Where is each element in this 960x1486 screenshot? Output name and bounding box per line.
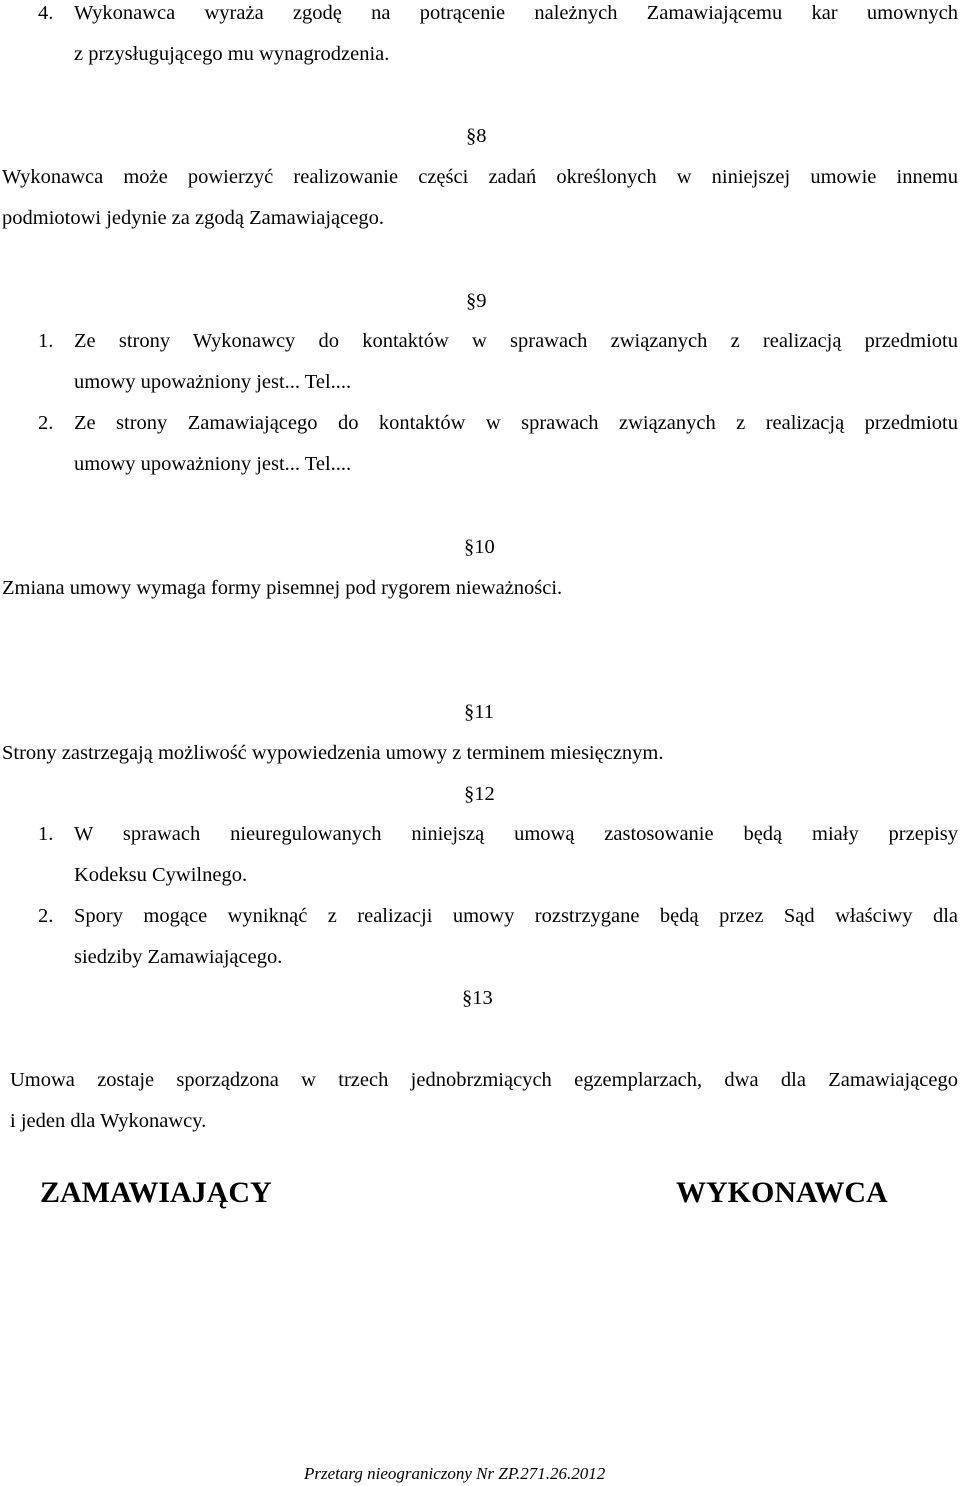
paragraph-line: podmiotowi jedynie za zgodą Zamawiającego. bbox=[2, 207, 384, 229]
item-number: 2. bbox=[38, 905, 54, 927]
paragraph-line: umowy upoważniony jest... Tel.... bbox=[74, 371, 352, 393]
section-heading: §8 bbox=[466, 125, 487, 147]
paragraph-line: Ze strony Zamawiającego do kontaktów w sprawach związanych z realizacją przedmiotu bbox=[74, 412, 958, 434]
paragraph-line: Ze strony Wykonawcy do kontaktów w sprawach związanych z realizacją przedmiotu bbox=[74, 330, 958, 352]
paragraph-line: Umowa zostaje sporządzona w trzech jednobrzmiących egzemplarzach, dwa dla Zamawiającego bbox=[10, 1069, 958, 1091]
paragraph-line: Wykonawca wyraża zgodę na potrącenie należnych Zamawiającemu kar umownych bbox=[74, 2, 958, 24]
item-number: 1. bbox=[38, 823, 54, 845]
signature-label-contracting-authority: ZAMAWIAJĄCY bbox=[40, 1176, 272, 1209]
section-heading: §13 bbox=[462, 987, 493, 1009]
paragraph-line: umowy upoważniony jest... Tel.... bbox=[74, 453, 352, 475]
item-number: 1. bbox=[38, 330, 54, 352]
signature-label-contractor: WYKONAWCA bbox=[676, 1176, 888, 1209]
section-heading: §12 bbox=[464, 783, 495, 805]
section-heading: §10 bbox=[464, 536, 495, 558]
paragraph-line: z przysługującego mu wynagrodzenia. bbox=[74, 43, 390, 65]
paragraph-line: W sprawach nieuregulowanych niniejszą umową zastosowanie będą miały przepisy bbox=[74, 823, 958, 845]
page-footer: Przetarg nieograniczony Nr ZP.271.26.2012 bbox=[304, 1464, 606, 1483]
item-number: 2. bbox=[38, 412, 54, 434]
section-heading: §9 bbox=[466, 290, 487, 312]
paragraph-line: siedziby Zamawiającego. bbox=[74, 946, 283, 968]
item-number: 4. bbox=[38, 2, 54, 24]
paragraph-line: Spory mogące wyniknąć z realizacji umowy rozstrzygane będą przez Sąd właściwy dla bbox=[74, 905, 958, 927]
section-heading: §11 bbox=[464, 701, 494, 723]
paragraph-line: Zmiana umowy wymaga formy pisemnej pod rygorem nieważności. bbox=[2, 577, 563, 599]
paragraph-line: Strony zastrzegają możliwość wypowiedzenia umowy z terminem miesięcznym. bbox=[2, 742, 664, 764]
paragraph-line: Kodeksu Cywilnego. bbox=[74, 864, 248, 886]
paragraph-line: i jeden dla Wykonawcy. bbox=[10, 1110, 207, 1132]
paragraph-line: Wykonawca może powierzyć realizowanie części zadań określonych w niniejszej umowie innemu bbox=[2, 166, 958, 188]
